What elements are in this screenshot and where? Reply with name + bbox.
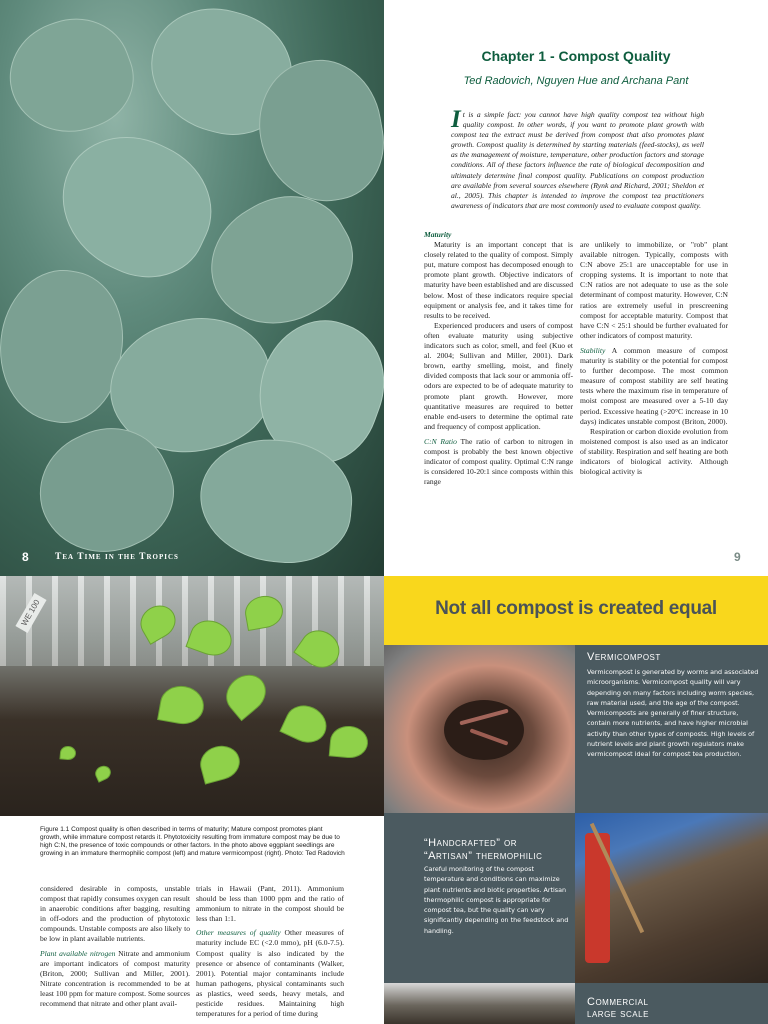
- maturity-paragraph-2: Experienced producers and users of compost often evaluate maturity using subjective indicators such as color, smell, and feel (Kuo et al. 2004; Sullivan and Miller, 2001). Dark brown, earthy smelling, moist, and finely divided composts that lack sour or ammonia off-odors are expected to be of adequate maturity to promote plant growth. However, more quantitative measures are required to better enable end-users to determine the optimal rate and frequency of compost application.: [424, 320, 573, 431]
- commercial-compost-photo: [384, 983, 575, 1024]
- ammonium-paragraph: trials in Hawaii (Pant, 2011). Ammonium should be less than 1000 ppm and the ratio of ammonium to nitrate in the compost should be less than 1:1.: [196, 884, 344, 924]
- chapter-title: Chapter 1 - Compost Quality: [481, 48, 671, 64]
- bottom-column-1: [40, 884, 190, 1009]
- banner-title: Not all compost is created equal: [435, 598, 717, 619]
- cn-ratio-heading: C:N Ratio: [424, 436, 457, 446]
- hands-with-worms-photo: [384, 645, 575, 813]
- commercial-panel: [575, 983, 768, 1024]
- vermicompost-title: Vermicompost: [587, 651, 661, 663]
- cn-ratio-text: The ratio of carbon to nitrogen in compost is probably the best known objective indicator of compost quality. Optimal C:N range is considered 10-20:1 since composts within this range: [424, 436, 573, 487]
- commercial-title-line-2: large scale: [587, 1008, 649, 1020]
- vermicompost-panel: [575, 645, 768, 813]
- handcrafted-panel: [384, 813, 575, 983]
- stability-continued: considered desirable in composts, unstable compost that rapidly consumes oxygen can result in anaerobic conditions after bagging, resulting in off-odors and the production of phytotoxic compounds. Unstable composts are also likely to be low in plant available nutrients.: [40, 884, 190, 944]
- handcrafted-text: Careful monitoring of the compost temperature and conditions can maximize plant nutrients and biotic properties. Artisan thermophilic compost is appropriate for compost tea, but the quality can vary significantly depending on the feedstock and handling.: [424, 865, 569, 935]
- handcrafted-title-line-2: “Artisan” thermophilic: [424, 850, 543, 862]
- commercial-title-line-1: Commercial: [587, 996, 649, 1008]
- handcrafted-title-line-1: “Handcrafted” or: [424, 837, 517, 849]
- broccoli-leaves-photo: [0, 0, 384, 576]
- compost-pile-photo: [575, 813, 768, 983]
- page-number-right: 9: [734, 550, 741, 564]
- eggplant-seedlings-photo: [0, 576, 384, 816]
- body-column-2: [580, 240, 728, 477]
- figure-caption: Figure 1.1 Compost quality is often described in terms of maturity; Mature compost promotes plant growth, while immature compost retards it. Phytotoxicity resulting from immature compost may be due to high C:N, the presence of toxic compounds or other factors. In the photo above eggplant seedlings are growing in an immature thermophilic compost (left) and mature vermicompost (right). Photo: Ted Radovich: [40, 826, 345, 857]
- respiration-paragraph: Respiration or carbon dioxide evolution from moistened compost is also used as an indicator of stability. Respiration and self heating are both indicators of biological activity. Although biological activity is: [580, 426, 728, 477]
- page-number-left: 8: [22, 550, 29, 564]
- intro-text: t is a simple fact: you cannot have high quality compost tea without high quality compost. In other words, if you want to promote plant growth with compost tea the extract must be derived from compost that also promotes plant growth. Compost quality is determined by starting materials (feed-stocks), as well as the management of moisture, temperature, other production factors and storage conditions. All of these factors influence the rate of biological decomposition and ultimately determine final compost quality. Publications on compost production are available from several sources elsewhere (Rynk and Richard, 2001; Sheldon et al., 2005). This chapter is intended to improve the compost tea practitioners awareness of indicators that are most commonly used to evaluate compost quality.: [451, 110, 704, 210]
- stability-heading: Stability: [580, 345, 606, 355]
- other-measures-text: Other measures of maturity include EC (<2.0 mmo), pH (6.0-7.5). Compost quality is also indicated by the presence or absence of contaminants (Walker, 2001). Potential major contaminants include human pathogens, physical contaminants such as plastics, weed seeds, heavy metals, and pesticide residues. Maintaining high temperatures for a period of time during: [196, 928, 345, 1019]
- maturity-paragraph-1: Maturity is an important concept that is closely related to the quality of compost. Simply put, mature compost has decomposed enough to promote plant growth. Objective indicators of maturity have been established and are discussed below. Most of these indicators require special equipment or analysis fee, and it takes time for results to be received.: [424, 240, 573, 320]
- drop-cap: I: [451, 106, 461, 133]
- bottom-column-2: [196, 884, 344, 1019]
- maturity-heading: Maturity: [424, 230, 452, 239]
- other-measures-heading: Other measures of quality: [196, 928, 281, 938]
- vermicompost-text: Vermicompost is generated by worms and associated microorganisms. Vermicompost quality will vary depending on many factors including worm species, raw material used, and the age of the compost. Vermicomposts are generally of finer structure, contain more nutrients, and have higher microbial activity than other types of composts. High levels of nutrient levels and plant growth regulators make vermicompost ideal for compost tea production.: [587, 668, 759, 759]
- stability-text: A common measure of compost maturity is stability or the potential for compost to further decompose. The most common measure of compost stability are self heating tests where the maximum rise in temperature of moist compost are measured over a 5-10 day period. Excessive heating (>20°C increase in 10 days) indicates unstable compost (Briton, 2000).: [580, 345, 728, 426]
- chapter-authors: Ted Radovich, Nguyen Hue and Archana Pant: [463, 75, 689, 87]
- seed-tray-label: WE 100: [15, 593, 46, 633]
- running-head: Tea Time in the Tropics: [55, 552, 179, 562]
- body-column-1: [424, 230, 573, 487]
- cn-continued: are unlikely to immobilize, or "rob" plant available nitrogen. Typically, composts with C:N above 25:1 are unacceptable for use in cropping systems. It is important to note that C:N ratios are not adequate to use as the sole determinant of compost maturity. However, C:N ratios are extremely useful in prescreening compost for acceptable maturity. Compost that have C:N < 25:1 should be further evaluated for other indicators of compost maturity.: [580, 240, 728, 340]
- plant-available-nitrogen-text: Nitrate and ammonium are important indicators of compost maturity (Briton, 2000; Sullivan and Miller, 2001). Nitrate concentration is recommended to be at least 100 ppm for mature compost. Some sources recommend that nitrate and other plant avail-: [40, 948, 190, 1009]
- intro-paragraph: [451, 106, 704, 211]
- plant-available-nitrogen-heading: Plant available nitrogen: [40, 948, 116, 958]
